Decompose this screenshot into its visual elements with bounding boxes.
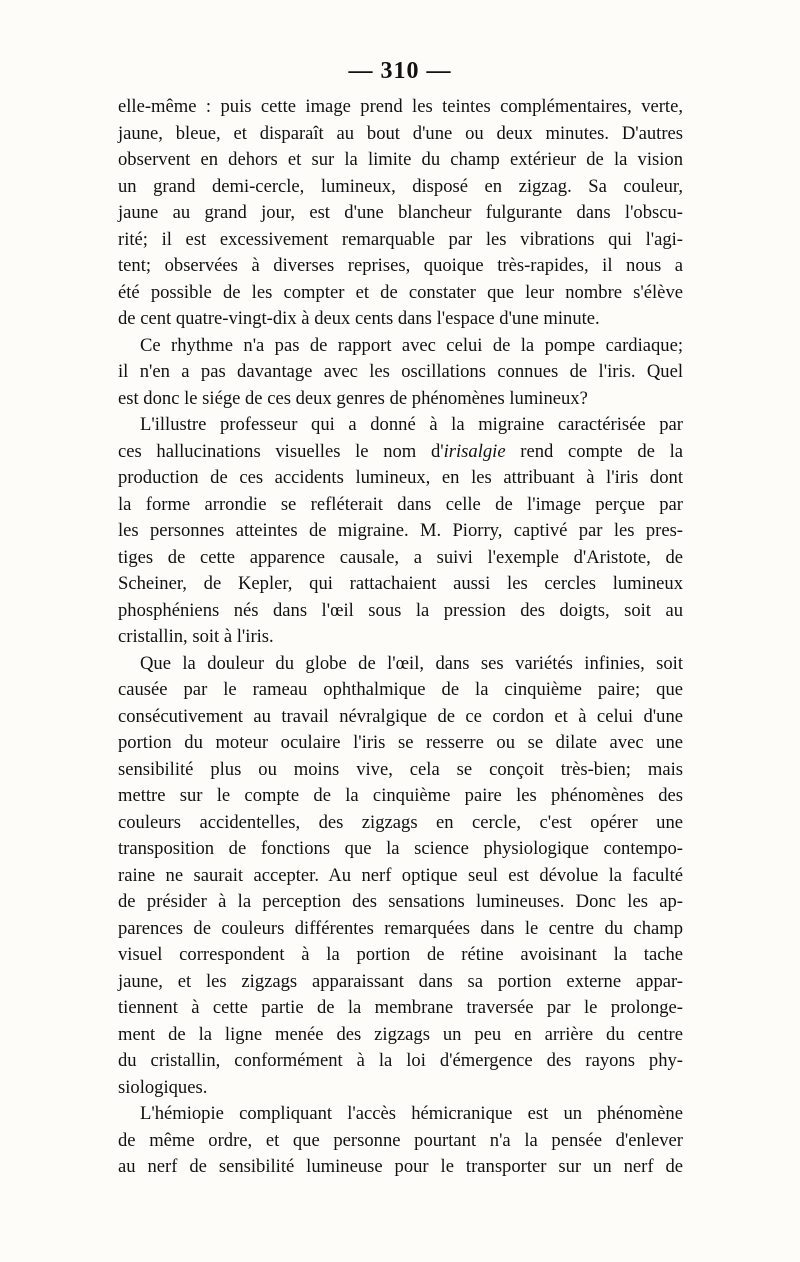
body-text xyxy=(118,94,683,1181)
text-line: du cristallin, conformément à la loi d'émergence des rayons phy- xyxy=(118,1050,683,1071)
text-line: de présider à la perception des sensations lumineuses. Donc les ap- xyxy=(118,891,683,912)
text-line: phosphéniens nés dans l'œil sous la pression des doigts, soit au xyxy=(118,599,683,621)
text-line: jaune, bleue, et disparaît au bout d'une ou deux minutes. D'autres xyxy=(118,122,683,144)
text-line: mettre sur le compte de la cinquième paire les phénomènes des xyxy=(118,785,683,806)
text-line: elle-même : puis cette image prend les teintes complémentaires, verte, xyxy=(118,96,683,117)
paragraph-4 xyxy=(118,651,683,1102)
text-line: jaune, et les zigzags apparaissant dans sa portion externe appar- xyxy=(118,970,683,992)
italic-term: irisalgie xyxy=(443,440,506,462)
page-number: — 310 — xyxy=(348,58,452,84)
text-line: tiennent à cette partie de la membrane traversée par le prolonge- xyxy=(118,997,683,1018)
text-line: observent en dehors et sur la limite du champ extérieur de la vision xyxy=(118,149,683,170)
text-line: de cent quatre-vingt-dix à deux cents dans l'espace d'une minute. xyxy=(118,308,600,329)
text-line: de même ordre, et que personne pourtant n'a la pensée d'enlever xyxy=(118,1129,683,1151)
text-line: la forme arrondie se refléterait dans celle de l'image perçue par xyxy=(118,493,683,515)
text-line: ment de la ligne menée des zigzags un peu en arrière du centre xyxy=(118,1023,683,1045)
text-line: est donc le siége de ces deux genres de phénomènes lumineux? xyxy=(118,387,588,409)
text-line: raine ne saurait accepter. Au nerf optique seul est dévolue la faculté xyxy=(118,864,683,886)
text-line: couleurs accidentelles, des zigzags en cercle, c'est opérer une xyxy=(118,811,683,833)
text-line: Ce rhythme n'a pas de rapport avec celui de la pompe cardiaque; xyxy=(140,334,683,356)
paragraph-5 xyxy=(118,1101,683,1181)
text-segment: rend compte de la xyxy=(505,440,683,462)
text-line: visuel correspondent à la portion de rétine avoisinant la tache xyxy=(118,944,683,965)
text-line: production de ces accidents lumineux, en les attribuant à l'iris dont xyxy=(118,467,683,488)
paragraph-2 xyxy=(118,333,683,413)
text-line: siologiques. xyxy=(118,1076,208,1098)
text-line: tiges de cette apparence causale, a suivi l'exemple d'Aristote, de xyxy=(118,546,683,568)
text-line: cristallin, soit à l'iris. xyxy=(118,626,274,647)
text-line: L'illustre professeur qui a donné à la migraine caractérisée par xyxy=(140,414,683,435)
text-line: jaune au grand jour, est d'une blancheur fulgurante dans l'obscu- xyxy=(118,202,683,223)
text-line: tent; observées à diverses reprises, quoique très-rapides, il nous a xyxy=(118,255,683,276)
text-line: consécutivement au travail névralgique de ce cordon et à celui d'une xyxy=(118,705,683,727)
text-line: causée par le rameau ophthalmique de la cinquième paire; que xyxy=(118,679,683,700)
text-line: L'hémiopie compliquant l'accès hémicranique est un phénomène xyxy=(140,1103,683,1124)
text-line: Scheiner, de Kepler, qui rattachaient aussi les cercles lumineux xyxy=(118,573,683,594)
paragraph-1 xyxy=(118,94,683,333)
text-line: rité; il est excessivement remarquable par les vibrations qui l'agi- xyxy=(118,228,683,250)
text-line-with-italic xyxy=(118,439,683,466)
paragraph-3 xyxy=(118,412,683,651)
text-line: Que la douleur du globe de l'œil, dans ses variétés infinies, soit xyxy=(140,652,683,674)
text-line: portion du moteur oculaire l'iris se resserre ou se dilate avec une xyxy=(118,732,683,753)
text-line: il n'en a pas davantage avec les oscillations connues de l'iris. Quel xyxy=(118,361,683,382)
text-line: les personnes atteintes de migraine. M. Piorry, captivé par les pres- xyxy=(118,520,683,541)
text-line: été possible de les compter et de constater que leur nombre s'élève xyxy=(118,281,683,303)
text-line: au nerf de sensibilité lumineuse pour le transporter sur un nerf de xyxy=(118,1156,683,1177)
text-line: transposition de fonctions que la science physiologique contempo- xyxy=(118,838,683,859)
text-line: parences de couleurs différentes remarquées dans le centre du champ xyxy=(118,917,683,939)
text-line: sensibilité plus ou moins vive, cela se conçoit très-bien; mais xyxy=(118,758,683,780)
text-line: un grand demi-cercle, lumineux, disposé en zigzag. Sa couleur, xyxy=(118,175,683,197)
text-segment: ces hallucinations visuelles le nom d' xyxy=(118,440,444,462)
